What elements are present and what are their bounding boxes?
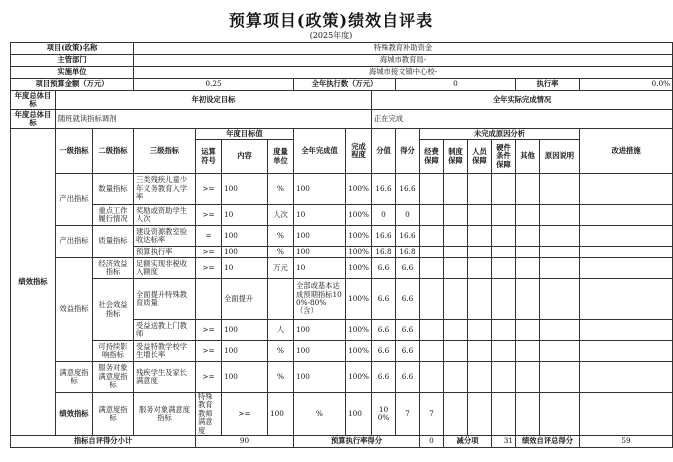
row-degree: 100% xyxy=(346,258,372,279)
budget-value: 0.25 xyxy=(134,79,294,91)
row-r3 xyxy=(468,362,492,393)
row-fix xyxy=(580,320,673,341)
row-lvl3: 奖励或资助学生人次 xyxy=(134,205,196,226)
row-r3 xyxy=(468,205,492,226)
row-fix xyxy=(580,279,673,320)
row-lvl3: 特殊教育教师满意度 xyxy=(196,393,222,436)
exec-score-value: 0 xyxy=(420,435,444,447)
row-r2 xyxy=(444,247,468,258)
page-title: 预算项目(政策)绩效自评表 xyxy=(228,11,434,30)
row-r4 xyxy=(492,247,516,258)
table-row xyxy=(11,226,673,247)
row-lvl3: 三类残疾儿童少年义务教育入学率 xyxy=(134,174,196,205)
row-r4 xyxy=(492,341,516,362)
rate-value: 0.0% xyxy=(580,79,673,91)
row-fix xyxy=(580,258,673,279)
goal-header-row xyxy=(11,91,673,110)
row-r1 xyxy=(420,205,444,226)
row-val: 100 xyxy=(222,174,268,205)
row-unit: % xyxy=(268,247,294,258)
row-r6 xyxy=(540,205,580,226)
row-score: 16.8 xyxy=(372,247,396,258)
row-fix xyxy=(580,362,673,393)
row-lvl1: 产出指标 xyxy=(56,226,93,258)
row-degree: 100% xyxy=(346,205,372,226)
total-label: 绩效自评总得分 xyxy=(516,435,580,447)
row-r2 xyxy=(444,320,468,341)
col-got: 得分 xyxy=(396,129,420,174)
row-lvl2: 服务对象满意度指标 xyxy=(93,362,134,393)
col-lvl2: 二级指标 xyxy=(93,129,134,174)
row-fix xyxy=(580,341,673,362)
row-val: 100 xyxy=(222,362,268,393)
row-lvl3: 预算执行率 xyxy=(134,247,196,258)
row-got: 0 xyxy=(396,205,420,226)
row-r3 xyxy=(468,258,492,279)
row-val: 100 xyxy=(222,247,268,258)
row-degree: 100% xyxy=(346,320,372,341)
col-r2: 制度保障 xyxy=(444,140,468,174)
unit-value: 海城市接文镇中心校- xyxy=(134,67,673,79)
row-done: 100 xyxy=(294,226,346,247)
row-lvl3: 残疾学生及家长满意度 xyxy=(134,362,196,393)
row-r6 xyxy=(540,341,580,362)
row-got: 6.6 xyxy=(396,279,420,320)
table-row xyxy=(11,341,673,362)
row-done: 100 xyxy=(346,393,372,436)
row-degree: 100% xyxy=(346,341,372,362)
col-target-group: 年度目标值 xyxy=(196,129,294,140)
row-r5 xyxy=(516,247,540,258)
row-lvl3: 全面提升特殊教育质量 xyxy=(134,279,196,320)
row-degree: 100% xyxy=(346,247,372,258)
row-r3 xyxy=(492,393,516,436)
row-r4 xyxy=(492,258,516,279)
row-op: >= xyxy=(196,320,222,341)
dept-row xyxy=(11,55,673,67)
row-fix xyxy=(580,174,673,205)
row-r1 xyxy=(420,247,444,258)
row-r3 xyxy=(468,320,492,341)
col-unit: 度量单位 xyxy=(268,140,294,174)
col-r1: 经费保障 xyxy=(420,140,444,174)
row-unit xyxy=(268,279,294,320)
actual-goal-header: 全年实际完成情况 xyxy=(372,91,673,110)
row-score: 6.6 xyxy=(372,279,396,320)
row-r1 xyxy=(444,393,468,436)
col-r5: 其他 xyxy=(516,140,540,174)
row-r4 xyxy=(516,393,540,436)
row-degree: 100% xyxy=(372,393,396,436)
row-r3 xyxy=(468,279,492,320)
row-lvl3: 受益送教上门教师 xyxy=(134,320,196,341)
row-done: 100 xyxy=(294,247,346,258)
row-r6 xyxy=(540,279,580,320)
row-r6 xyxy=(540,362,580,393)
row-r6 xyxy=(540,174,580,205)
col-score: 分值 xyxy=(372,129,396,174)
row-lvl2: 数量指标 xyxy=(93,174,134,205)
project-name-label: 项目(政策)名称 xyxy=(11,43,134,55)
row-lvl1: 满意度指标 xyxy=(93,393,134,436)
project-name-row xyxy=(11,43,673,55)
row-unit: % xyxy=(268,341,294,362)
col-content: 内容 xyxy=(222,140,268,174)
unit-row xyxy=(11,67,673,79)
row-score: 16.6 xyxy=(372,226,396,247)
dept-value: 海城市教育局- xyxy=(134,55,673,67)
perf-indicator-label-2: 绩效指标 xyxy=(56,393,93,436)
header-row-1 xyxy=(11,129,673,140)
rate-label: 执行率 xyxy=(516,79,580,91)
row-score: 6.6 xyxy=(372,362,396,393)
row-fix xyxy=(580,226,673,247)
row-op: >= xyxy=(222,393,268,436)
footer-row xyxy=(11,435,673,447)
row-r1 xyxy=(420,362,444,393)
row-r5 xyxy=(516,279,540,320)
row-done: 10 xyxy=(294,258,346,279)
row-fix xyxy=(580,247,673,258)
col-op: 运算符号 xyxy=(196,140,222,174)
row-got: 16.8 xyxy=(396,247,420,258)
row-r2 xyxy=(444,341,468,362)
row-got: 16.6 xyxy=(396,174,420,205)
subtotal-value: 90 xyxy=(196,435,294,447)
row-score: 0 xyxy=(372,205,396,226)
table-row xyxy=(11,205,673,226)
row-r4 xyxy=(492,279,516,320)
col-done: 全年完成值 xyxy=(294,129,346,174)
row-degree: 100% xyxy=(346,279,372,320)
row-op: >= xyxy=(196,174,222,205)
row-op: >= xyxy=(196,341,222,362)
dept-label: 主管部门 xyxy=(11,55,134,67)
row-r2 xyxy=(444,174,468,205)
goal-content-row xyxy=(11,110,673,129)
subtotal-label: 指标自评得分小计 xyxy=(11,435,196,447)
row-r5 xyxy=(540,393,580,436)
row-r2 xyxy=(468,393,492,436)
row-score: 7 xyxy=(396,393,420,436)
row-r1 xyxy=(420,258,444,279)
row-lvl1: 效益指标 xyxy=(56,258,93,362)
col-degree: 完成程度 xyxy=(346,129,372,174)
row-r2 xyxy=(444,205,468,226)
row-score: 6.6 xyxy=(372,320,396,341)
row-got: 6.6 xyxy=(396,362,420,393)
row-r6 xyxy=(580,393,673,436)
row-unit: % xyxy=(268,362,294,393)
row-r6 xyxy=(540,247,580,258)
row-val: 100 xyxy=(222,341,268,362)
row-op: >= xyxy=(196,258,222,279)
row-score: 6.6 xyxy=(372,341,396,362)
row-lvl2: 社会效益指标 xyxy=(93,279,134,341)
deduct-value: 31 xyxy=(492,435,516,447)
row-r5 xyxy=(516,174,540,205)
row-lvl3: 受益特教学校学生增长率 xyxy=(134,341,196,362)
row-got: 7 xyxy=(420,393,444,436)
row-unit: 人次 xyxy=(268,205,294,226)
row-op: >= xyxy=(196,205,222,226)
row-degree: 100% xyxy=(346,226,372,247)
row-val: 全面提升 xyxy=(222,279,268,320)
row-unit: % xyxy=(268,174,294,205)
row-r6 xyxy=(540,258,580,279)
perf-indicator-label: 绩效指标 xyxy=(11,129,56,436)
row-val: 100 xyxy=(268,393,294,436)
row-r3 xyxy=(468,341,492,362)
actual-goal-text: 正在完成 xyxy=(372,110,673,129)
row-unit: % xyxy=(294,393,346,436)
col-lvl1: 一级指标 xyxy=(56,129,93,174)
row-lvl2: 经济效益指标 xyxy=(93,258,134,279)
col-r6: 原因说明 xyxy=(540,140,580,174)
row-r5 xyxy=(516,362,540,393)
row-lvl1: 产出指标 xyxy=(56,174,93,226)
row-degree: 100% xyxy=(346,174,372,205)
table-row xyxy=(11,258,673,279)
row-done: 100 xyxy=(294,320,346,341)
row-op xyxy=(196,279,222,320)
row-unit: % xyxy=(268,226,294,247)
row-r3 xyxy=(468,247,492,258)
row-lvl3: 建设资源教室验收达标率 xyxy=(134,226,196,247)
row-r5 xyxy=(516,258,540,279)
project-name-value: 特殊教育补助资金 xyxy=(134,43,673,55)
col-fix: 改进措施 xyxy=(580,129,673,174)
row-r4 xyxy=(492,226,516,247)
col-reason-group: 未完成原因分析 xyxy=(420,129,580,140)
row-r4 xyxy=(492,362,516,393)
row-got: 16.6 xyxy=(396,226,420,247)
row-r5 xyxy=(516,205,540,226)
row-got: 6.6 xyxy=(396,320,420,341)
row-lvl2: 服务对象满意度指标 xyxy=(134,393,196,436)
initial-goal-text: 随班就读指标调剂 xyxy=(56,110,372,129)
row-op: >= xyxy=(196,362,222,393)
row-r1 xyxy=(420,174,444,205)
row-r1 xyxy=(420,320,444,341)
row-unit: 人 xyxy=(268,320,294,341)
table-row xyxy=(11,279,673,320)
col-lvl3: 三级指标 xyxy=(134,129,196,174)
row-r1 xyxy=(420,279,444,320)
row-lvl2: 可持续影响指标 xyxy=(93,341,134,362)
row-r5 xyxy=(516,320,540,341)
row-op: >= xyxy=(196,247,222,258)
row-score: 16.6 xyxy=(372,174,396,205)
row-r5 xyxy=(516,341,540,362)
row-r6 xyxy=(540,320,580,341)
row-r2 xyxy=(444,362,468,393)
row-score: 6.6 xyxy=(372,258,396,279)
deduct-label: 减分项 xyxy=(444,435,492,447)
goal-label-2: 年度总体目标 xyxy=(11,110,56,129)
row-lvl1: 满意度指标 xyxy=(56,362,93,393)
row-r6 xyxy=(540,226,580,247)
budget-row xyxy=(11,79,673,91)
row-val: 100 xyxy=(222,320,268,341)
table-row xyxy=(11,362,673,393)
row-r4 xyxy=(492,205,516,226)
row-got: 6.6 xyxy=(396,341,420,362)
goal-label: 年度总体目标 xyxy=(11,91,56,110)
row-done: 全部或基本达成预期指标100%-80%（含） xyxy=(294,279,346,320)
row-r2 xyxy=(444,279,468,320)
row-r4 xyxy=(492,174,516,205)
row-r1 xyxy=(420,226,444,247)
row-unit: 万元 xyxy=(268,258,294,279)
evaluation-table xyxy=(10,42,673,448)
col-r4: 硬件条件保障 xyxy=(492,140,516,174)
row-r1 xyxy=(420,341,444,362)
row-r4 xyxy=(492,320,516,341)
row-done: 100 xyxy=(294,174,346,205)
exec-score-label: 预算执行率得分 xyxy=(294,435,420,447)
row-lvl2: 重点工作履行情况 xyxy=(93,205,134,226)
row-val: 100 xyxy=(222,226,268,247)
row-fix xyxy=(580,205,673,226)
row-done: 100 xyxy=(294,341,346,362)
table-row xyxy=(11,393,673,436)
year-subtitle: (2025年度) xyxy=(309,31,353,40)
row-val: 10 xyxy=(222,258,268,279)
row-got: 6.6 xyxy=(396,258,420,279)
initial-goal-header: 年初设定目标 xyxy=(56,91,372,110)
budget-label: 项目预算金额（万元） xyxy=(11,79,134,91)
exec-label: 全年执行数（万元） xyxy=(294,79,396,91)
row-op: = xyxy=(196,226,222,247)
col-r3: 人员保障 xyxy=(468,140,492,174)
row-r2 xyxy=(444,226,468,247)
unit-label: 实施单位 xyxy=(11,67,134,79)
exec-value: 0 xyxy=(396,79,516,91)
row-done: 10 xyxy=(294,205,346,226)
row-lvl3: 足额实现非税收入额度 xyxy=(134,258,196,279)
row-degree: 100% xyxy=(346,362,372,393)
row-r3 xyxy=(468,174,492,205)
row-done: 100 xyxy=(294,362,346,393)
row-r2 xyxy=(444,258,468,279)
row-r5 xyxy=(516,226,540,247)
row-val: 10 xyxy=(222,205,268,226)
total-value: 59 xyxy=(580,435,673,447)
table-row xyxy=(11,174,673,205)
row-r3 xyxy=(468,226,492,247)
row-lvl2: 质量指标 xyxy=(93,226,134,258)
